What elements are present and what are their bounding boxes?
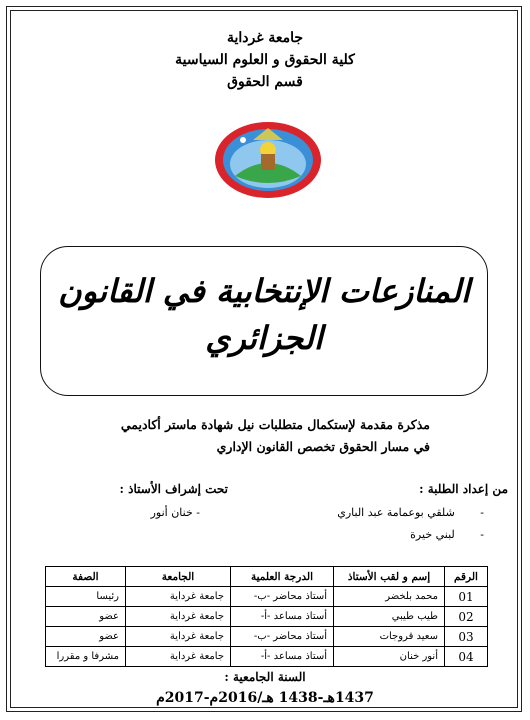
university-seal-icon	[213, 120, 323, 200]
row-grade: أستاذ مساعد -أ-	[231, 647, 334, 667]
student-name: شلقي بوعمامة عبد الباري	[337, 506, 455, 519]
university-name: جامعة غرداية	[226, 30, 304, 46]
memo-description	[121, 414, 430, 458]
row-name: سعيد قروجات	[334, 627, 445, 647]
thesis-title-line2: الجزائري	[205, 319, 323, 357]
row-name: أنور خنان	[334, 647, 445, 667]
col-role: الصفة	[46, 567, 126, 587]
row-role: عضو	[46, 607, 126, 627]
row-name: طيب طيبي	[334, 607, 445, 627]
student-item	[337, 506, 484, 519]
row-role: عضو	[46, 627, 126, 647]
col-name: إسم و لقب الأستاذ	[334, 567, 445, 587]
row-university: جامعة غرداية	[126, 607, 231, 627]
student-name: لبني خيرة	[410, 528, 455, 541]
department-name: قسم الحقوق	[227, 74, 303, 90]
memo-line2: في مسار الحقوق تخصص القانون الإداري	[216, 439, 430, 454]
row-name: محمد بلخضر	[334, 587, 445, 607]
col-number: الرقم	[445, 567, 488, 587]
faculty-name: كلية الحقوق و العلوم السياسية	[175, 52, 355, 68]
row-number: 04	[445, 647, 488, 667]
table-row	[46, 627, 488, 647]
table-row	[46, 647, 488, 667]
thesis-title-box	[40, 246, 488, 396]
row-number: 03	[445, 627, 488, 647]
col-grade: الدرجة العلمية	[231, 567, 334, 587]
row-number: 02	[445, 607, 488, 627]
student-dash: -	[480, 528, 484, 541]
row-grade: أستاذ محاضر -ب-	[231, 587, 334, 607]
table-row	[46, 587, 488, 607]
row-university: جامعة غرداية	[126, 587, 231, 607]
row-role: رئيسا	[46, 587, 126, 607]
thesis-title-line1: المنازعات الإنتخابية في القانون	[58, 272, 470, 310]
students-heading: من إعداد الطلبة :	[419, 482, 508, 496]
academic-year-heading: السنة الجامعية :	[224, 670, 306, 684]
institution-header	[0, 27, 530, 93]
row-role: مشرفا و مقررا	[46, 647, 126, 667]
row-number: 01	[445, 587, 488, 607]
row-university: جامعة غرداية	[126, 627, 231, 647]
academic-year-value: 1437هـ-1438 هـ/2016م-2017م	[156, 690, 374, 706]
row-grade: أستاذ مساعد -أ-	[231, 607, 334, 627]
col-university: الجامعة	[126, 567, 231, 587]
student-dash: -	[480, 506, 484, 519]
jury-header-row	[46, 567, 488, 587]
supervisor-name: - خنان أنور	[150, 506, 200, 519]
memo-line1: مذكرة مقدمة لإستكمال متطلبات نيل شهادة ماستر أكاديمي	[120, 417, 430, 432]
row-university: جامعة غرداية	[126, 647, 231, 667]
student-item	[410, 528, 484, 541]
row-grade: أستاذ محاضر -ب-	[231, 627, 334, 647]
supervisor-heading: تحت إشراف الأستاذ :	[119, 482, 228, 496]
jury-table	[45, 566, 488, 667]
table-row	[46, 607, 488, 627]
